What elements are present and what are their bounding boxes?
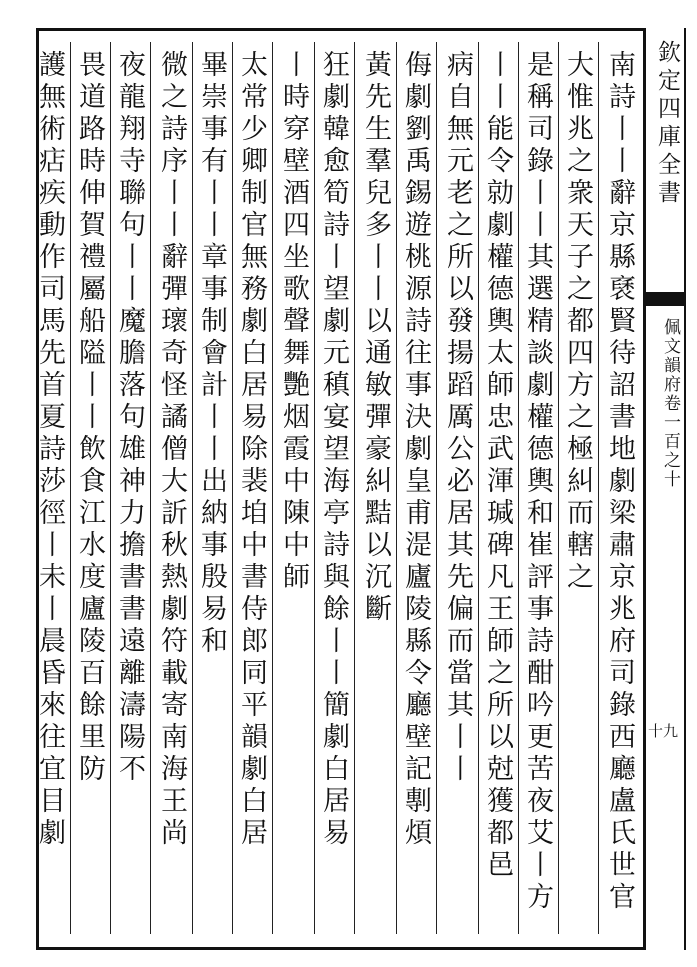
text-column-3: 是稱司錄丨丨其選精談劇權德輿和崔評事詩酣吟更苦夜艾丨方: [522, 50, 553, 914]
text-column-8: 狂劇韓愈筍詩丨望劇元稹宴望海亭詩與餘丨丨簡劇白居易: [318, 50, 349, 850]
text-column-15: 護無術痁疾動作司馬先首夏詩莎徑丨未丨晨昏來往宜目劇: [34, 50, 65, 850]
margin-volume: 佩文韻府卷一百之十: [660, 318, 680, 489]
text-column-11: 畢崇事有丨丨章事制會計丨丨出納事殷易和: [196, 50, 227, 658]
text-column-7: 黃先生羣兒多丨丨以通敏彈豪糾黠以沉斷: [360, 50, 391, 626]
margin-page-number: 十九: [648, 722, 679, 740]
text-column-14: 畏道路時伸賀禮屬船隘丨丨飲食江水度廬陵百餘里防: [74, 50, 105, 786]
text-column-9: 丨時穿壁酒四坐歌聲舞艷烟霞中陳中師: [278, 50, 309, 594]
text-column-4: 丨丨能令勍劇權德輿太師忠武渾瑊碑凡王師之所以尅獲都邑: [482, 50, 513, 882]
text-column-10: 太常少卿制官無務劇白居易除裴垍中書侍郎同平韻劇白居: [236, 50, 267, 850]
text-column-5: 病自無元老之所以發揚蹈厲公必居其先偏而當其丨丨: [442, 50, 473, 786]
text-column-12: 微之詩序丨丨辭彈瓌奇怪譎僧大訢秋熱劇符載寄南海王尚: [156, 50, 187, 850]
text-column-13: 夜龍翔寺聯句丨丨魔膽落句雄神力擔書書遠離濤陽不: [114, 50, 145, 786]
text-column-1: 南詩丨丨辭京縣褎賢待詔書地劇梁肅京兆府司錄西廳盧氏世官: [604, 50, 635, 914]
text-column-2: 大惟兆之衆天子之都四方之極糾而轄之: [562, 50, 593, 594]
text-column-6: 侮劇劉禹錫遊桃源詩往事決劇皇甫湜廬陵縣令廳壁記剸煩: [400, 50, 431, 850]
margin-fishtail: [646, 292, 686, 306]
margin-title: 欽定四庫全書: [654, 40, 680, 208]
